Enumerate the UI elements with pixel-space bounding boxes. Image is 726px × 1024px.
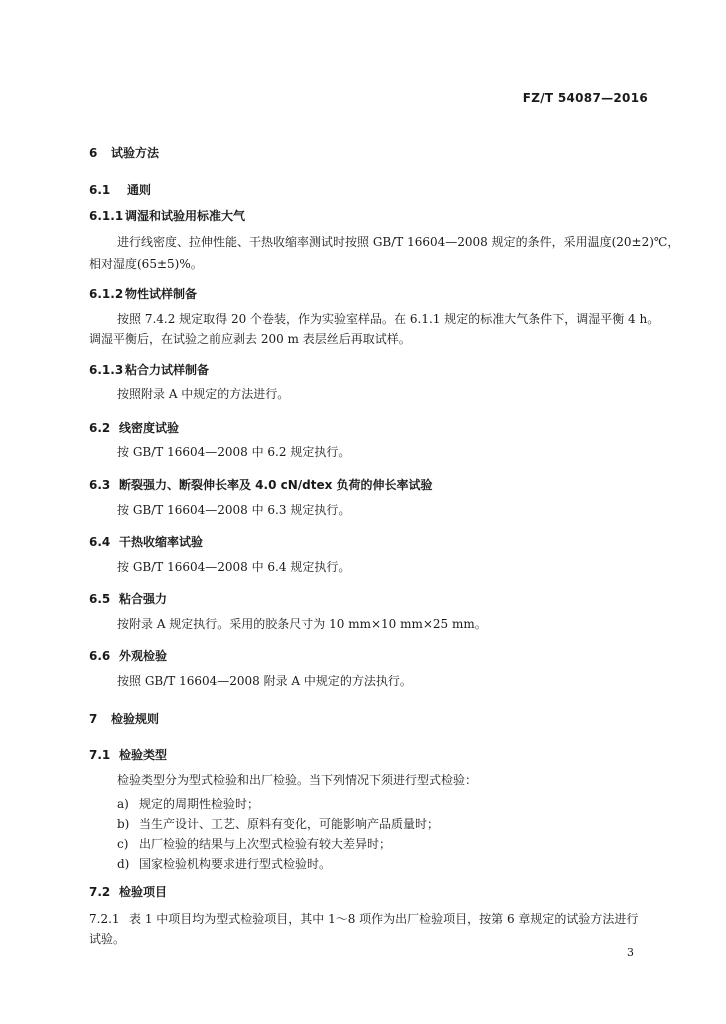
section-6-3-heading — [89, 476, 433, 493]
section-number: 7.2 — [89, 885, 111, 899]
section-title: 线密度试验 — [119, 421, 180, 435]
paragraph-6-1-2-line1: 按照 7.4.2 规定取得 20 个卷装，作为实验室样品。在 6.1.1 规定的标准大气条件下，调湿平衡 4 h。 — [117, 312, 660, 326]
section-6-heading — [89, 144, 159, 161]
list-item — [117, 815, 439, 832]
section-6-1-heading — [89, 181, 151, 198]
section-number: 7 — [89, 712, 98, 726]
paragraph-6-6: 按照 GB/T 16604—2008 附录 A 中规定的方法执行。 — [117, 674, 412, 688]
section-7-heading — [89, 710, 159, 727]
page-number: 3 — [627, 946, 634, 959]
section-title: 检验类型 — [119, 748, 168, 762]
section-number: 6.1.2 — [89, 287, 124, 301]
standard-code-header: FZ/T 54087—2016 — [522, 91, 648, 105]
section-title: 粘合强力 — [119, 592, 168, 606]
section-title: 外观检验 — [119, 649, 168, 663]
section-number: 6.5 — [89, 592, 111, 606]
section-title: 通则 — [127, 183, 152, 197]
paragraph-6-5: 按附录 A 规定执行。采用的胶条尺寸为 10 mm×10 mm×25 mm。 — [117, 617, 487, 631]
section-6-5-heading — [89, 590, 167, 607]
section-title: 检验规则 — [111, 712, 160, 726]
paragraph-7-2-1-line2: 试验。 — [89, 932, 126, 946]
section-number: 6.1 — [89, 183, 111, 197]
paragraph-text: 表 1 中项目均为型式检验项目，其中 1～8 项作为出厂检验项目，按第 6 章规定的试验方法进行 — [129, 912, 639, 926]
list-item-text: 当生产设计、工艺、原料有变化，可能影响产品质量时； — [139, 817, 440, 831]
section-number: 7.2.1 — [89, 912, 120, 926]
list-item — [117, 835, 391, 852]
list-item — [117, 795, 259, 812]
section-title: 物性试样制备 — [125, 287, 198, 301]
section-6-4-heading — [89, 533, 203, 550]
section-7-1-heading — [89, 746, 167, 763]
section-6-1-2-heading — [89, 285, 197, 302]
list-item-label: d) — [117, 857, 130, 871]
section-number: 6.1.3 — [89, 363, 124, 377]
paragraph-6-1-1-line1: 进行线密度、拉伸性能、干热收缩率测试时按照 GB/T 16604—2008 规定的条件，采用温度(20±2)℃， — [117, 235, 680, 249]
section-7-2-heading — [89, 883, 167, 900]
paragraph-6-1-3: 按照附录 A 中规定的方法进行。 — [117, 387, 290, 401]
paragraph-6-3: 按 GB/T 16604—2008 中 6.3 规定执行。 — [117, 503, 351, 517]
section-6-6-heading — [89, 647, 167, 664]
section-title: 试验方法 — [111, 146, 160, 160]
paragraph-6-1-2-line2: 调湿平衡后，在试验之前应剥去 200 m 表层丝后再取试样。 — [89, 332, 411, 346]
section-number: 6.3 — [89, 478, 111, 492]
list-item-label: c) — [117, 837, 129, 851]
section-title: 检验项目 — [119, 885, 168, 899]
paragraph-7-1-intro: 检验类型分为型式检验和出厂检验。当下列情况下须进行型式检验： — [117, 773, 478, 787]
section-number: 7.1 — [89, 748, 111, 762]
list-item-label: b) — [117, 817, 130, 831]
list-item-text: 出厂检验的结果与上次型式检验有较大差异时； — [139, 837, 392, 851]
list-item — [117, 855, 331, 872]
section-title: 干热收缩率试验 — [119, 535, 204, 549]
section-6-1-1-heading — [89, 207, 245, 224]
paragraph-6-2: 按 GB/T 16604—2008 中 6.2 规定执行。 — [117, 445, 351, 459]
section-number: 6.2 — [89, 421, 111, 435]
list-item-text: 国家检验机构要求进行型式检验时。 — [139, 857, 332, 871]
paragraph-6-1-1-line2: 相对湿度(65±5)%。 — [89, 257, 203, 271]
section-number: 6.4 — [89, 535, 111, 549]
section-number: 6.6 — [89, 649, 111, 663]
section-title: 断裂强力、断裂伸长率及 4.0 cN/dtex 负荷的伸长率试验 — [119, 478, 433, 492]
section-number: 6 — [89, 146, 98, 160]
list-item-label: a) — [117, 797, 129, 811]
paragraph-6-4: 按 GB/T 16604—2008 中 6.4 规定执行。 — [117, 560, 351, 574]
section-number: 6.1.1 — [89, 209, 124, 223]
section-6-1-3-heading — [89, 361, 209, 378]
list-item-text: 规定的周期性检验时； — [139, 797, 260, 811]
section-title: 调湿和试验用标准大气 — [125, 209, 246, 223]
section-6-2-heading — [89, 419, 179, 436]
paragraph-7-2-1-line1 — [89, 908, 638, 930]
section-title: 粘合力试样制备 — [125, 363, 210, 377]
